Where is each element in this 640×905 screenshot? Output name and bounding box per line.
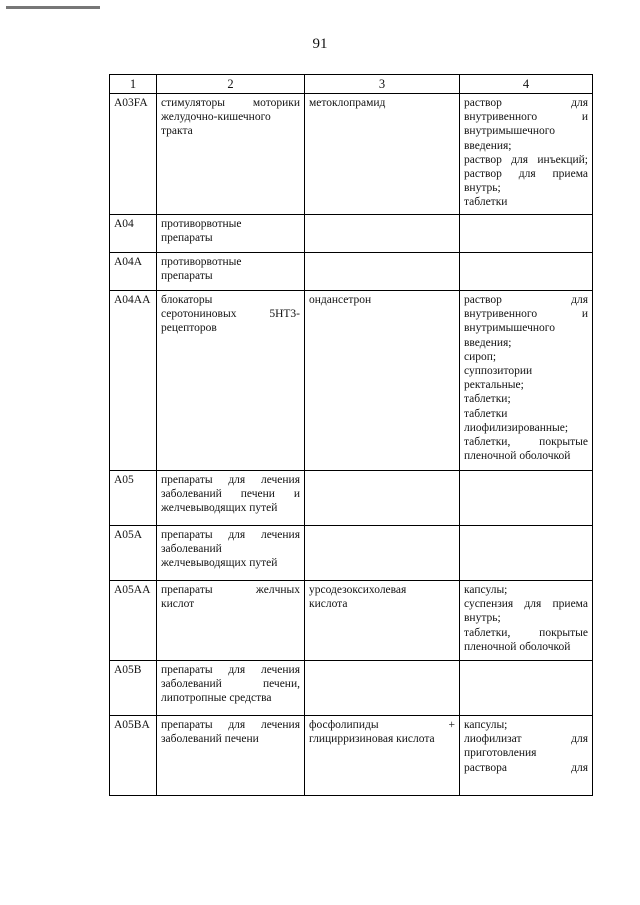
atc-code: A05A bbox=[114, 529, 143, 541]
substance-name-line: фосфолипиды + bbox=[309, 719, 455, 731]
atc-code: A04AA bbox=[114, 294, 151, 306]
group-name-line: серотониновых 5HT3- bbox=[161, 308, 300, 321]
group-name-line: заболеваний печени и bbox=[161, 488, 300, 501]
group-name-line: препараты для лечения bbox=[161, 474, 300, 486]
substance-name-cell bbox=[305, 215, 460, 253]
group-name-line: противорвотные bbox=[161, 218, 242, 230]
substance-name-cell bbox=[305, 471, 460, 526]
table-row bbox=[110, 716, 593, 796]
table-body bbox=[110, 75, 593, 796]
atc-code: A05B bbox=[114, 664, 142, 676]
top-rule bbox=[6, 6, 100, 9]
group-name-line: желудочно-кишечного bbox=[161, 111, 271, 124]
group-name-line: препараты bbox=[161, 270, 213, 283]
group-name-line: препараты для лечения bbox=[161, 529, 300, 541]
atc-code-cell bbox=[110, 291, 157, 471]
atc-code: A05BA bbox=[114, 719, 150, 731]
substance-name-cell bbox=[305, 253, 460, 291]
dosage-forms-line: капсулы; bbox=[464, 719, 508, 731]
dosage-forms-line: приготовления bbox=[464, 747, 537, 760]
header-cell-3: 3 bbox=[305, 75, 460, 94]
atc-code-cell bbox=[110, 94, 157, 215]
dosage-forms-line: внутрь; bbox=[464, 182, 501, 195]
dosage-forms-line: сироп; bbox=[464, 350, 497, 363]
group-name-cell bbox=[157, 94, 305, 215]
group-name-line: рецепторов bbox=[161, 322, 217, 335]
dosage-forms-line: таблетки; bbox=[464, 393, 511, 406]
dosage-forms-cell bbox=[460, 253, 593, 291]
atc-code-cell bbox=[110, 526, 157, 581]
dosage-forms-cell bbox=[460, 471, 593, 526]
dosage-forms-line: суспензия для приема bbox=[464, 598, 588, 611]
dosage-forms-line: капсулы; bbox=[464, 584, 508, 596]
atc-code-cell bbox=[110, 581, 157, 661]
substance-name-cell bbox=[305, 581, 460, 661]
atc-code-cell bbox=[110, 716, 157, 796]
atc-code: A04 bbox=[114, 218, 134, 230]
dosage-forms-line: ректальные; bbox=[464, 379, 524, 392]
dosage-forms-line: раствор для bbox=[464, 97, 588, 109]
header-cell-1: 1 bbox=[110, 75, 157, 94]
table-row bbox=[110, 94, 593, 215]
dosage-forms-line: таблетки bbox=[464, 196, 508, 209]
group-name-cell bbox=[157, 661, 305, 716]
table-row bbox=[110, 291, 593, 471]
group-name-line: липотропные средства bbox=[161, 692, 272, 705]
dosage-forms-line: таблетки, покрытые bbox=[464, 626, 588, 639]
dosage-forms-line: внутрь; bbox=[464, 612, 501, 625]
dosage-forms-cell bbox=[460, 716, 593, 796]
group-name-line: желчевыводящих путей bbox=[161, 557, 278, 570]
substance-name-cell bbox=[305, 661, 460, 716]
group-name-cell bbox=[157, 215, 305, 253]
page-number: 91 bbox=[312, 36, 328, 52]
dosage-forms-line: введения; bbox=[464, 336, 512, 349]
group-name-line: тракта bbox=[161, 125, 193, 138]
table-row bbox=[110, 581, 593, 661]
group-name-cell bbox=[157, 581, 305, 661]
group-name-line: блокаторы bbox=[161, 294, 213, 306]
atc-code: A04A bbox=[114, 256, 143, 268]
dosage-forms-line: таблетки, покрытые bbox=[464, 436, 588, 449]
table-row bbox=[110, 253, 593, 291]
dosage-forms-cell bbox=[460, 94, 593, 215]
drug-table bbox=[109, 74, 593, 796]
header-cell-4: 4 bbox=[460, 75, 593, 94]
dosage-forms-line: внутривенного и bbox=[464, 308, 588, 321]
atc-code-cell bbox=[110, 215, 157, 253]
dosage-forms-line: внутривенного и bbox=[464, 111, 588, 124]
table-row bbox=[110, 215, 593, 253]
group-name-cell bbox=[157, 291, 305, 471]
group-name-cell bbox=[157, 471, 305, 526]
group-name-cell bbox=[157, 526, 305, 581]
substance-name-cell bbox=[305, 716, 460, 796]
group-name-line: заболеваний bbox=[161, 543, 222, 556]
substance-name-line: урсодезоксихолевая bbox=[309, 584, 407, 596]
substance-name-line: метоклопрамид bbox=[309, 97, 386, 109]
dosage-forms-line: раствор для bbox=[464, 294, 588, 306]
group-name-line: противорвотные bbox=[161, 256, 242, 268]
dosage-forms-cell bbox=[460, 661, 593, 716]
substance-name-line: кислота bbox=[309, 598, 348, 611]
group-name-line: препараты для лечения bbox=[161, 664, 300, 676]
group-name-line: заболеваний печени bbox=[161, 733, 259, 746]
atc-code: A05AA bbox=[114, 584, 151, 596]
dosage-forms-line: таблетки bbox=[464, 407, 508, 420]
dosage-forms-line: суппозитории bbox=[464, 365, 533, 378]
dosage-forms-line: раствора для bbox=[464, 761, 588, 774]
atc-code: A05 bbox=[114, 474, 134, 486]
header-cell-2: 2 bbox=[157, 75, 305, 94]
dosage-forms-cell bbox=[460, 526, 593, 581]
dosage-forms-line: раствор для инъекций; bbox=[464, 153, 588, 166]
dosage-forms-line: пленочной оболочкой bbox=[464, 640, 571, 653]
group-name-line: препараты для лечения bbox=[161, 719, 300, 731]
group-name-line: препараты bbox=[161, 232, 213, 245]
group-name-line: кислот bbox=[161, 598, 195, 611]
dosage-forms-cell bbox=[460, 291, 593, 471]
dosage-forms-cell bbox=[460, 581, 593, 661]
group-name-cell bbox=[157, 253, 305, 291]
group-name-line: стимуляторы моторики bbox=[161, 97, 300, 109]
substance-name-cell bbox=[305, 526, 460, 581]
dosage-forms-line: лиофилизат для bbox=[464, 733, 588, 746]
atc-code: A03FA bbox=[114, 97, 148, 109]
table-row bbox=[110, 526, 593, 581]
atc-code-cell bbox=[110, 471, 157, 526]
table-row bbox=[110, 661, 593, 716]
substance-name-line: ондансетрон bbox=[309, 294, 372, 306]
substance-name-cell bbox=[305, 94, 460, 215]
dosage-forms-line: введения; bbox=[464, 139, 512, 152]
table-row bbox=[110, 471, 593, 526]
group-name-cell bbox=[157, 716, 305, 796]
group-name-line: желчевыводящих путей bbox=[161, 502, 278, 515]
substance-name-line: глицирризиновая кислота bbox=[309, 733, 435, 746]
dosage-forms-line: лиофилизированные; bbox=[464, 421, 569, 434]
dosage-forms-line: раствор для приема bbox=[464, 168, 588, 181]
atc-code-cell bbox=[110, 253, 157, 291]
atc-code-cell bbox=[110, 661, 157, 716]
dosage-forms-line: внутримышечного bbox=[464, 322, 555, 335]
dosage-forms-cell bbox=[460, 215, 593, 253]
group-name-line: заболеваний печени, bbox=[161, 678, 300, 691]
dosage-forms-line: пленочной оболочкой bbox=[464, 450, 571, 463]
header-row bbox=[110, 75, 593, 94]
dosage-forms-line: внутримышечного bbox=[464, 125, 555, 138]
substance-name-cell bbox=[305, 291, 460, 471]
group-name-line: препараты желчных bbox=[161, 584, 300, 596]
